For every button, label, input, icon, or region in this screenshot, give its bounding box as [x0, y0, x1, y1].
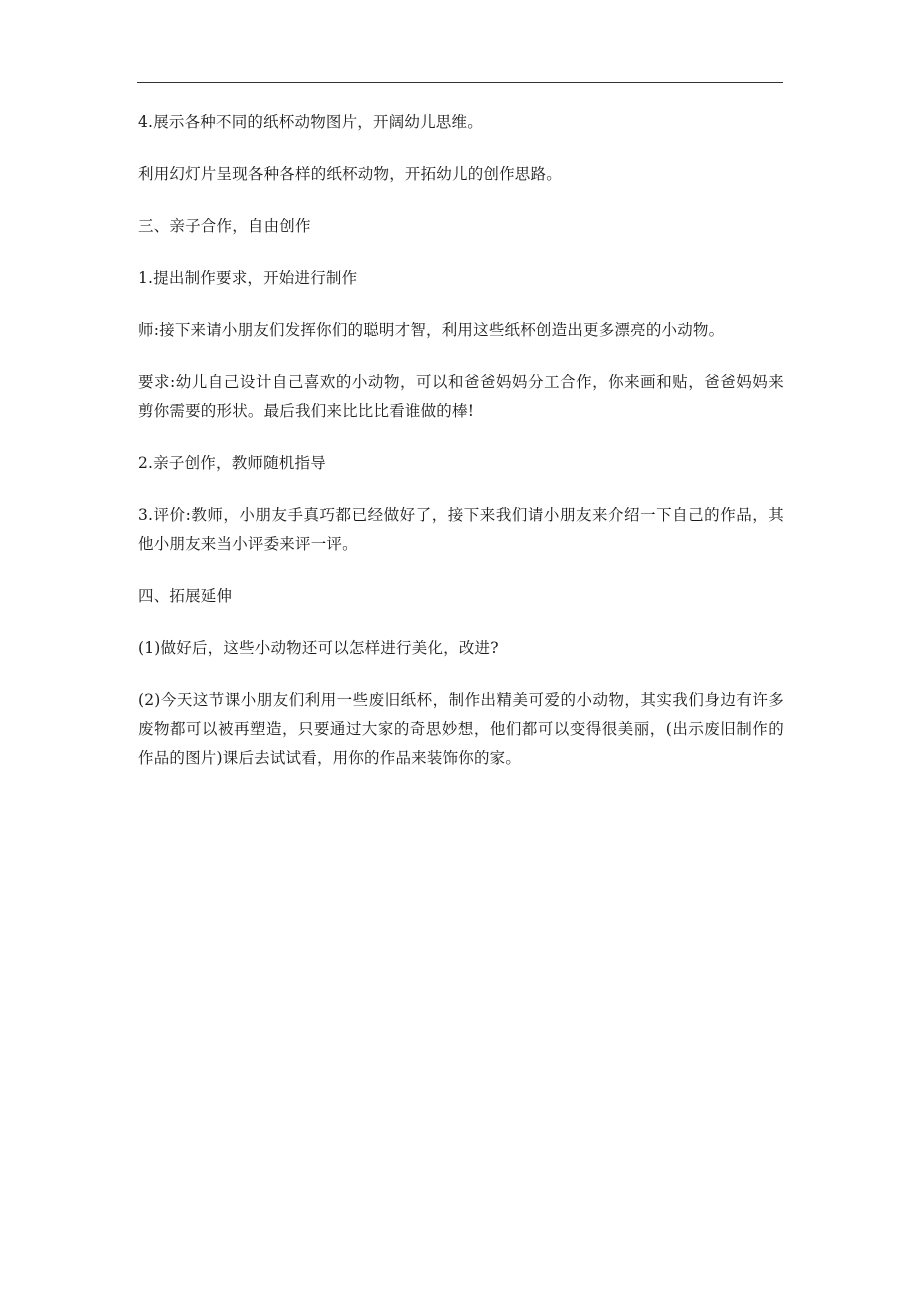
paragraph-step-3: 3.评价:教师，小朋友手真巧都已经做好了，接下来我们请小朋友来介绍一下自己的作品，其他小朋友来当小评委来评一评。 [138, 506, 784, 553]
section-heading-4: 四、拓展延伸 [138, 587, 233, 605]
paragraph-step-1: 1.提出制作要求，开始进行制作 [138, 269, 358, 287]
section-heading-3: 三、亲子合作，自由创作 [138, 217, 311, 235]
paragraph-teacher: 师:接下来请小朋友们发挥你们的聪明才智，利用这些纸杯创造出更多漂亮的小动物。 [138, 321, 725, 339]
paragraph-step-2: 2.亲子创作，教师随机指导 [138, 454, 326, 472]
header-rule [137, 82, 783, 83]
document-body [138, 108, 784, 796]
paragraph-requirements: 要求:幼儿自己设计自己喜欢的小动物，可以和爸爸妈妈分工合作，你来画和贴，爸爸妈妈来剪你需要的形状。最后我们来比比比看谁做的棒! [138, 373, 784, 420]
paragraph-step-4: 4.展示各种不同的纸杯动物图片，开阔幼儿思维。 [138, 113, 483, 131]
paragraph-item-1: (1)做好后，这些小动物还可以怎样进行美化，改进? [138, 639, 499, 657]
paragraph-item-2: (2)今天这节课小朋友们利用一些废旧纸杯，制作出精美可爱的小动物，其实我们身边有许多废物都可以被再塑造，只要通过大家的奇思妙想，他们都可以变得很美丽，(出示废旧制作的作品的图片)课后去试试看，用你的作品来装饰你的家。 [138, 691, 784, 767]
paragraph-slides: 利用幻灯片呈现各种各样的纸杯动物，开拓幼儿的创作思路。 [138, 165, 562, 183]
